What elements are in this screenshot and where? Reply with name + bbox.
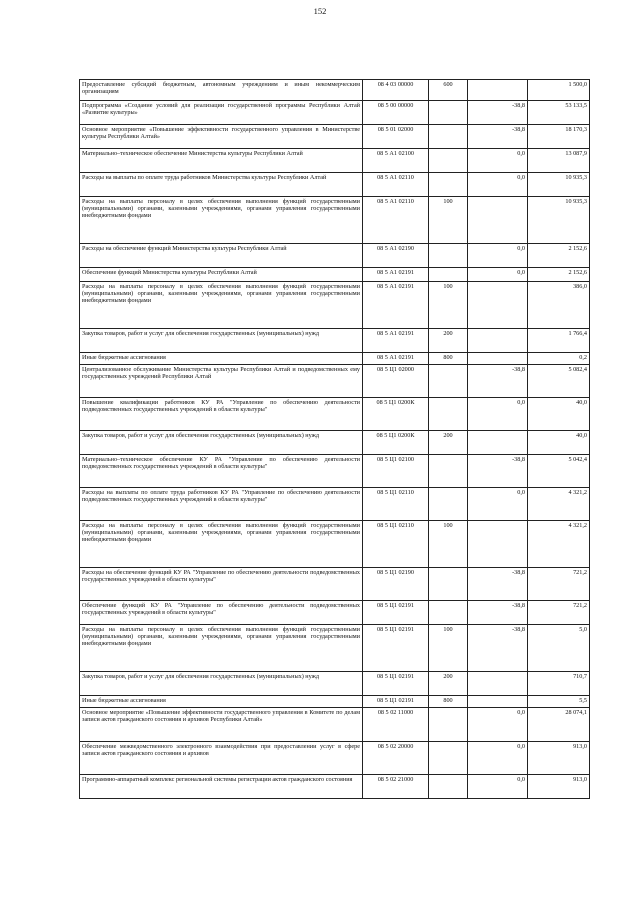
total-amount-cell: 40,0 bbox=[528, 398, 590, 431]
target-article-code-cell: 08 5 Ц1 0200К bbox=[363, 431, 429, 455]
change-amount-cell: 0,0 bbox=[468, 268, 528, 282]
total-amount-cell: 4 321,2 bbox=[528, 521, 590, 568]
total-amount-cell: 0,2 bbox=[528, 353, 590, 365]
expense-name-cell: Подпрограмма «Создание условий для реализации государственной программы Республики Алтай «Развитие культуры» bbox=[80, 101, 363, 125]
expense-type-cell bbox=[429, 101, 468, 125]
target-article-code-cell: 08 4 03 00000 bbox=[363, 80, 429, 101]
table-row bbox=[80, 365, 590, 398]
change-amount-cell bbox=[468, 282, 528, 329]
total-amount-cell: 10 935,3 bbox=[528, 197, 590, 244]
total-amount-cell: 13 087,9 bbox=[528, 149, 590, 173]
change-amount-cell: 0,0 bbox=[468, 398, 528, 431]
expense-type-cell bbox=[429, 455, 468, 488]
target-article-code-cell: 08 5 Ц1 02191 bbox=[363, 601, 429, 625]
total-amount-cell: 53 133,5 bbox=[528, 101, 590, 125]
change-amount-cell: 0,0 bbox=[468, 149, 528, 173]
expense-type-cell: 800 bbox=[429, 353, 468, 365]
change-amount-cell bbox=[468, 696, 528, 708]
total-amount-cell: 386,0 bbox=[528, 282, 590, 329]
page-number: 152 bbox=[313, 6, 327, 16]
target-article-code-cell: 08 5 02 21000 bbox=[363, 775, 429, 799]
expense-name-cell: Предоставление субсидий бюджетным, автономным учреждениям и иным некоммерческим организациям bbox=[80, 80, 363, 101]
table-row bbox=[80, 521, 590, 568]
target-article-code-cell: 08 5 А1 02191 bbox=[363, 268, 429, 282]
change-amount-cell bbox=[468, 431, 528, 455]
target-article-code-cell: 08 5 02 11000 bbox=[363, 708, 429, 742]
expense-name-cell: Материально–техническое обеспечение Министерства культуры Республики Алтай bbox=[80, 149, 363, 173]
table-row bbox=[80, 173, 590, 197]
target-article-code-cell: 08 5 Ц1 02100 bbox=[363, 455, 429, 488]
table-row bbox=[80, 125, 590, 149]
target-article-code-cell: 08 5 Ц1 02190 bbox=[363, 568, 429, 601]
expense-type-cell bbox=[429, 708, 468, 742]
target-article-code-cell: 08 5 А1 02110 bbox=[363, 173, 429, 197]
total-amount-cell: 2 152,6 bbox=[528, 244, 590, 268]
expense-type-cell: 100 bbox=[429, 625, 468, 672]
table-row bbox=[80, 696, 590, 708]
expense-name-cell: Иные бюджетные ассигнования bbox=[80, 353, 363, 365]
table-row bbox=[80, 742, 590, 775]
table-row bbox=[80, 244, 590, 268]
table-row bbox=[80, 353, 590, 365]
change-amount-cell: -38,8 bbox=[468, 625, 528, 672]
table-row bbox=[80, 80, 590, 101]
table-row bbox=[80, 101, 590, 125]
expense-type-cell bbox=[429, 268, 468, 282]
expense-type-cell: 800 bbox=[429, 696, 468, 708]
target-article-code-cell: 08 5 Ц1 02191 bbox=[363, 625, 429, 672]
table-row bbox=[80, 568, 590, 601]
table-row bbox=[80, 672, 590, 696]
target-article-code-cell: 08 5 Ц1 02110 bbox=[363, 488, 429, 521]
expense-name-cell: Основное мероприятие «Повышение эффективности государственного управления в Министерстве культуры Республики Алтай» bbox=[80, 125, 363, 149]
total-amount-cell: 5,0 bbox=[528, 625, 590, 672]
change-amount-cell bbox=[468, 197, 528, 244]
target-article-code-cell: 08 5 00 00000 bbox=[363, 101, 429, 125]
target-article-code-cell: 08 5 А1 02191 bbox=[363, 329, 429, 353]
target-article-code-cell: 08 5 А1 02110 bbox=[363, 197, 429, 244]
change-amount-cell: 0,0 bbox=[468, 742, 528, 775]
change-amount-cell: -38,8 bbox=[468, 101, 528, 125]
change-amount-cell bbox=[468, 353, 528, 365]
total-amount-cell: 18 170,3 bbox=[528, 125, 590, 149]
expense-type-cell: 200 bbox=[429, 672, 468, 696]
change-amount-cell: 0,0 bbox=[468, 775, 528, 799]
table-row bbox=[80, 149, 590, 173]
expense-type-cell bbox=[429, 173, 468, 197]
table-row bbox=[80, 601, 590, 625]
table-row bbox=[80, 488, 590, 521]
expense-type-cell bbox=[429, 365, 468, 398]
change-amount-cell: 0,0 bbox=[468, 488, 528, 521]
total-amount-cell: 5,5 bbox=[528, 696, 590, 708]
expense-type-cell: 200 bbox=[429, 431, 468, 455]
change-amount-cell bbox=[468, 672, 528, 696]
expense-name-cell: Закупка товаров, работ и услуг для обеспечения государственных (муниципальных) нужд bbox=[80, 329, 363, 353]
change-amount-cell: -38,8 bbox=[468, 125, 528, 149]
table-row bbox=[80, 625, 590, 672]
total-amount-cell: 913,0 bbox=[528, 775, 590, 799]
change-amount-cell bbox=[468, 80, 528, 101]
total-amount-cell: 1 766,4 bbox=[528, 329, 590, 353]
expense-type-cell: 200 bbox=[429, 329, 468, 353]
expense-name-cell: Расходы на выплаты персоналу в целях обеспечения выполнения функций государственными (муниципальными) органами, казенными учреждениями, органами управления государственными внебюджетными фондами bbox=[80, 625, 363, 672]
expense-type-cell bbox=[429, 244, 468, 268]
total-amount-cell: 40,0 bbox=[528, 431, 590, 455]
total-amount-cell: 721,2 bbox=[528, 568, 590, 601]
expense-name-cell: Централизованное обслуживание Министерства культуры Республики Алтай и подведомственных ему государственных учреждений Республики Алтай bbox=[80, 365, 363, 398]
target-article-code-cell: 08 5 Ц1 02191 bbox=[363, 696, 429, 708]
table-row bbox=[80, 455, 590, 488]
table-row bbox=[80, 282, 590, 329]
budget-table bbox=[79, 79, 590, 799]
change-amount-cell: -38,8 bbox=[468, 365, 528, 398]
table-body bbox=[80, 80, 590, 799]
total-amount-cell: 913,0 bbox=[528, 742, 590, 775]
table-row bbox=[80, 775, 590, 799]
total-amount-cell: 28 074,1 bbox=[528, 708, 590, 742]
table-row bbox=[80, 197, 590, 244]
change-amount-cell: -38,8 bbox=[468, 455, 528, 488]
expense-name-cell: Закупка товаров, работ и услуг для обеспечения государственных (муниципальных) нужд bbox=[80, 672, 363, 696]
total-amount-cell: 1 500,0 bbox=[528, 80, 590, 101]
expense-type-cell: 100 bbox=[429, 282, 468, 329]
expense-name-cell: Основное мероприятие «Повышение эффективности государственного управления в Комитете по делам записи актов гражданского состояния и архивов Республики Алтай» bbox=[80, 708, 363, 742]
target-article-code-cell: 08 5 А1 02100 bbox=[363, 149, 429, 173]
expense-name-cell: Повышение квалификации работников КУ РА "Управление по обеспечению деятельности подведомственных государственных учреждений в области культуры" bbox=[80, 398, 363, 431]
expense-name-cell: Обеспечение межведомственного электронного взаимодействия при предоставлении услуг в сфере записи актов гражданского состояния и архивов bbox=[80, 742, 363, 775]
expense-name-cell: Расходы на выплаты персоналу в целях обеспечения выполнения функций государственными (муниципальными) органами, казенными учреждениями, органами управления государственными внебюджетными фондами bbox=[80, 197, 363, 244]
table-row bbox=[80, 329, 590, 353]
target-article-code-cell: 08 5 А1 02190 bbox=[363, 244, 429, 268]
target-article-code-cell: 08 5 01 02000 bbox=[363, 125, 429, 149]
expense-name-cell: Программно-аппаратный комплекс региональной системы регистрации актов гражданского состояния bbox=[80, 775, 363, 799]
total-amount-cell: 721,2 bbox=[528, 601, 590, 625]
expense-name-cell: Расходы на обеспечение функций КУ РА "Управление по обеспечению деятельности подведомственных государственных учреждений в области культуры" bbox=[80, 568, 363, 601]
target-article-code-cell: 08 5 02 20000 bbox=[363, 742, 429, 775]
change-amount-cell: 0,0 bbox=[468, 173, 528, 197]
expense-type-cell bbox=[429, 742, 468, 775]
expense-type-cell bbox=[429, 149, 468, 173]
total-amount-cell: 5 042,4 bbox=[528, 455, 590, 488]
change-amount-cell bbox=[468, 521, 528, 568]
expense-type-cell bbox=[429, 601, 468, 625]
total-amount-cell: 710,7 bbox=[528, 672, 590, 696]
expense-name-cell: Закупка товаров, работ и услуг для обеспечения государственных (муниципальных) нужд bbox=[80, 431, 363, 455]
target-article-code-cell: 08 5 Ц1 02000 bbox=[363, 365, 429, 398]
expense-type-cell: 100 bbox=[429, 197, 468, 244]
table-row bbox=[80, 431, 590, 455]
target-article-code-cell: 08 5 Ц1 0200К bbox=[363, 398, 429, 431]
expense-type-cell: 100 bbox=[429, 521, 468, 568]
target-article-code-cell: 08 5 А1 02191 bbox=[363, 353, 429, 365]
change-amount-cell: 0,0 bbox=[468, 244, 528, 268]
expense-type-cell bbox=[429, 398, 468, 431]
expense-name-cell: Расходы на выплаты персоналу в целях обеспечения выполнения функций государственными (муниципальными) органами, казенными учреждениями, органами управления государственными внебюджетными фондами bbox=[80, 282, 363, 329]
expense-name-cell: Расходы на выплаты по оплате труда работников КУ РА "Управление по обеспечению деятельности подведомственных государственных учреждений в области культуры" bbox=[80, 488, 363, 521]
expense-type-cell: 600 bbox=[429, 80, 468, 101]
target-article-code-cell: 08 5 А1 02191 bbox=[363, 282, 429, 329]
change-amount-cell: -38,8 bbox=[468, 568, 528, 601]
change-amount-cell: -38,8 bbox=[468, 601, 528, 625]
total-amount-cell: 10 935,3 bbox=[528, 173, 590, 197]
table-row bbox=[80, 268, 590, 282]
table-row bbox=[80, 398, 590, 431]
expense-type-cell bbox=[429, 125, 468, 149]
expense-name-cell: Обеспечение функций Министерства культуры Республики Алтай bbox=[80, 268, 363, 282]
target-article-code-cell: 08 5 Ц1 02191 bbox=[363, 672, 429, 696]
expense-name-cell: Иные бюджетные ассигнования bbox=[80, 696, 363, 708]
expense-name-cell: Расходы на выплаты по оплате труда работников Министерства культуры Республики Алтай bbox=[80, 173, 363, 197]
total-amount-cell: 5 082,4 bbox=[528, 365, 590, 398]
expense-type-cell bbox=[429, 568, 468, 601]
expense-name-cell: Расходы на выплаты персоналу в целях обеспечения выполнения функций государственными (муниципальными) органами, казенными учреждениями, органами управления государственными внебюджетными фондами bbox=[80, 521, 363, 568]
target-article-code-cell: 08 5 Ц1 02110 bbox=[363, 521, 429, 568]
table-row bbox=[80, 708, 590, 742]
total-amount-cell: 4 321,2 bbox=[528, 488, 590, 521]
expense-type-cell bbox=[429, 775, 468, 799]
change-amount-cell: 0,0 bbox=[468, 708, 528, 742]
expense-name-cell: Обеспечение функций КУ РА "Управление по обеспечению деятельности подведомственных государственных учреждений в области культуры" bbox=[80, 601, 363, 625]
expense-type-cell bbox=[429, 488, 468, 521]
change-amount-cell bbox=[468, 329, 528, 353]
expense-name-cell: Материально–техническое обеспечение КУ РА "Управление по обеспечению деятельности подведомственных государственных учреждений в области культуры" bbox=[80, 455, 363, 488]
total-amount-cell: 2 152,6 bbox=[528, 268, 590, 282]
expense-name-cell: Расходы на обеспечение функций Министерства культуры Республики Алтай bbox=[80, 244, 363, 268]
